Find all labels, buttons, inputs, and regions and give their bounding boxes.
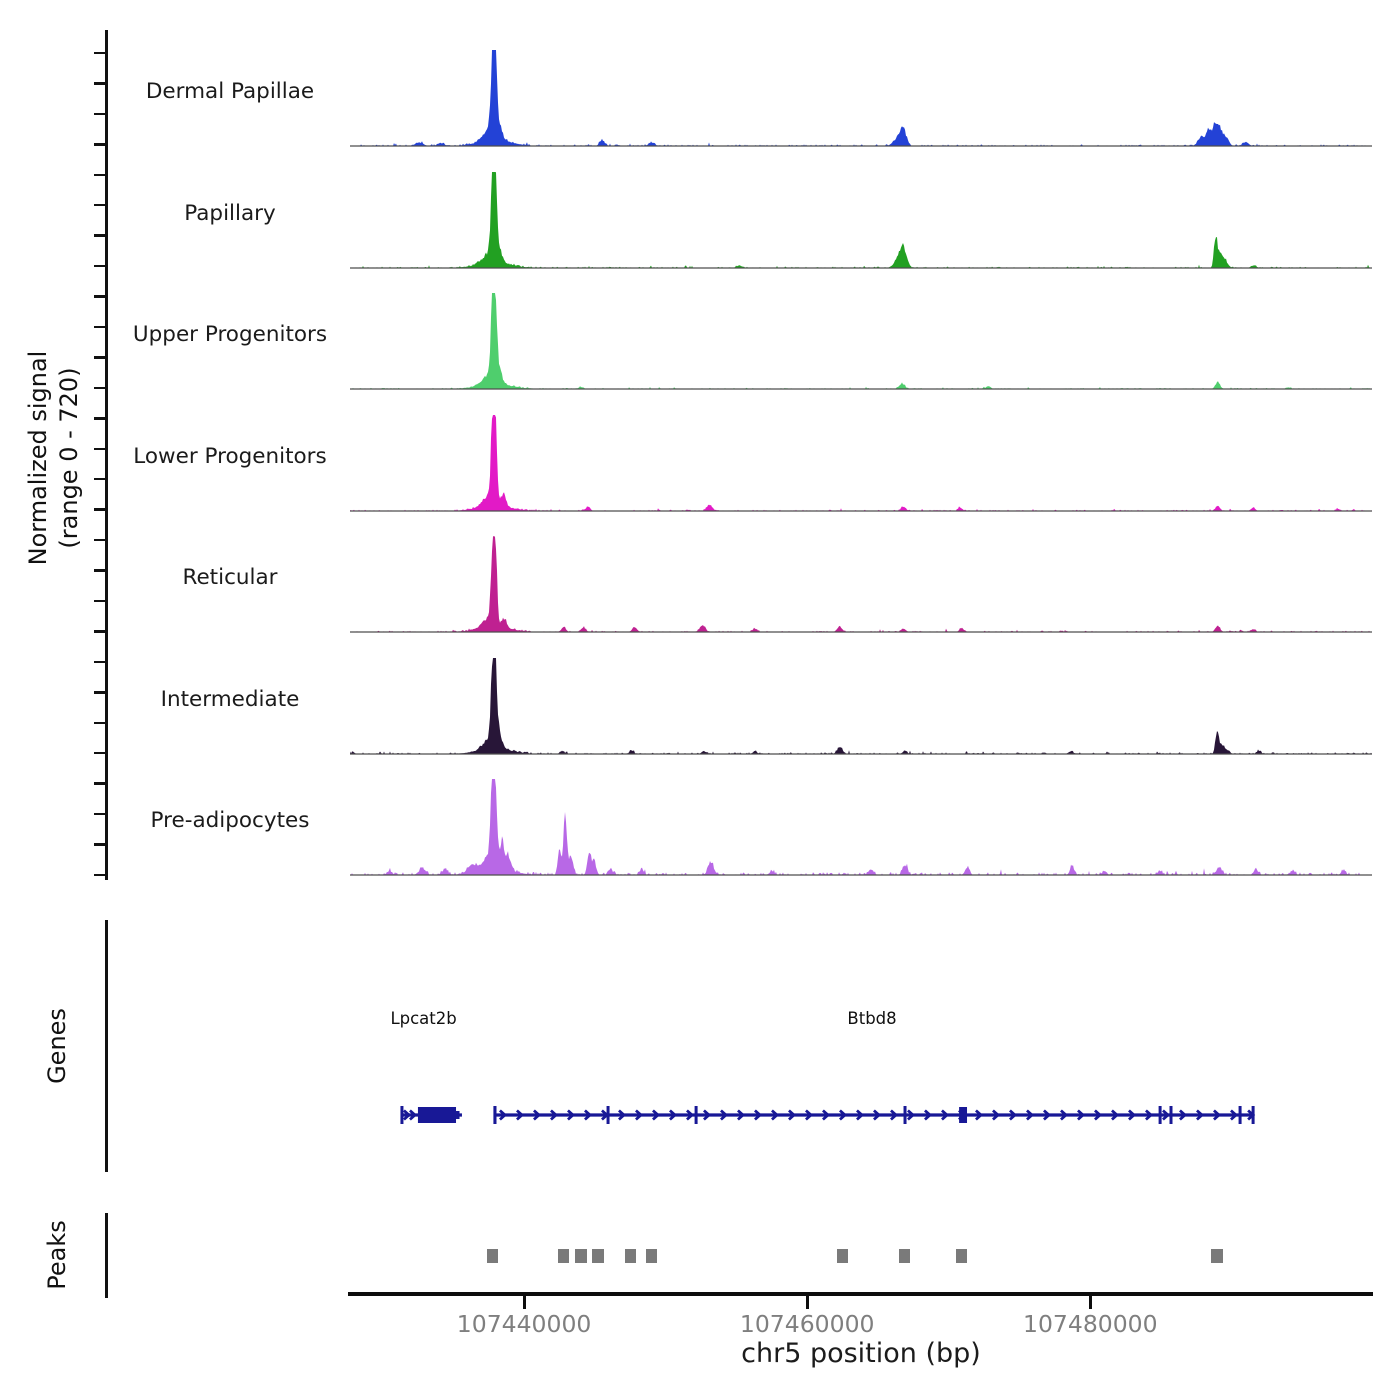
gene-exon-box <box>418 1107 456 1123</box>
gene-name-btbd8: Btbd8 <box>847 1009 897 1028</box>
y-axis-label <box>23 258 85 658</box>
peak-box <box>956 1249 967 1263</box>
y-axis-tick <box>94 874 106 877</box>
signal-area <box>350 658 1372 754</box>
y-axis-tick <box>94 204 106 207</box>
x-axis-tick <box>523 1296 526 1309</box>
y-axis-tick <box>94 174 106 177</box>
track-label-pre-adipocytes: Pre-adipocytes <box>150 808 310 833</box>
signal-area-svg <box>350 292 1372 392</box>
y-axis-tick <box>94 539 106 542</box>
y-axis-tick <box>94 661 106 664</box>
signal-area <box>350 779 1372 875</box>
x-axis-tick <box>806 1296 809 1309</box>
gene-models-svg <box>350 1065 1372 1165</box>
track-label-upper-progenitors: Upper Progenitors <box>132 322 328 347</box>
y-axis-tick <box>94 52 106 55</box>
y-axis-tick <box>94 752 106 755</box>
signal-area <box>350 172 1372 268</box>
y-axis-tick <box>94 234 106 237</box>
gene-exon-nub <box>456 1111 460 1119</box>
y-axis-tick <box>94 691 106 694</box>
y-axis-tick <box>94 326 106 329</box>
y-axis-tick <box>94 356 106 359</box>
peak-box <box>592 1249 603 1263</box>
gene-name-lpcat2b: Lpcat2b <box>390 1009 457 1028</box>
peak-box <box>558 1249 569 1263</box>
x-axis-tick-label: 107460000 <box>739 1310 875 1338</box>
peak-box <box>837 1249 848 1263</box>
x-axis-tick <box>1089 1296 1092 1309</box>
signal-area <box>350 415 1372 511</box>
y-axis-tick <box>94 478 106 481</box>
signal-area-svg <box>350 171 1372 271</box>
signal-area-svg <box>350 414 1372 514</box>
y-axis-tick <box>94 387 106 390</box>
track-label-reticular: Reticular <box>182 565 278 590</box>
peaks-axis-label: Peaks <box>43 1220 71 1290</box>
signal-area <box>350 536 1372 632</box>
y-axis-tick <box>94 143 106 146</box>
y-axis-label-line1: Normalized signal <box>24 350 52 566</box>
genes-axis-label: Genes <box>43 1008 71 1084</box>
track-label-lower-progenitors: Lower Progenitors <box>133 443 327 469</box>
y-axis-tick <box>94 113 106 116</box>
peak-box <box>1211 1249 1222 1263</box>
track-label-dermal-papillae: Dermal Papillae <box>145 79 315 104</box>
x-axis-tick-label: 107440000 <box>456 1310 592 1338</box>
y-axis-label-line2: (range 0 - 720) <box>55 367 83 549</box>
signal-area-svg <box>350 535 1372 635</box>
y-axis-tick <box>94 630 106 633</box>
peak-box <box>625 1249 636 1263</box>
signal-area-svg <box>350 778 1372 878</box>
y-axis-tick <box>94 569 106 572</box>
track-label-papillary: Papillary <box>184 200 276 226</box>
signal-area <box>350 293 1372 389</box>
x-axis-tick-label: 107480000 <box>1023 1310 1158 1338</box>
track-label-intermediate: Intermediate <box>160 686 300 712</box>
signal-area-svg <box>350 49 1372 149</box>
y-axis-tick <box>94 448 106 451</box>
x-axis-line <box>348 1292 1373 1296</box>
peak-box <box>487 1249 498 1263</box>
genes-axis-line <box>105 920 108 1172</box>
gene-exon-box <box>959 1107 967 1123</box>
signal-area-svg <box>350 657 1372 757</box>
peaks-axis-line <box>105 1213 108 1298</box>
y-axis-tick <box>94 265 106 268</box>
x-axis-title: chr5 position (bp) <box>741 1338 981 1369</box>
y-axis-tick <box>94 417 106 420</box>
y-axis-tick <box>94 813 106 816</box>
y-axis-tick <box>94 600 106 603</box>
y-axis-tick <box>94 508 106 511</box>
peak-box <box>646 1249 657 1263</box>
signal-area <box>350 50 1372 146</box>
y-axis-tick <box>94 295 106 298</box>
peak-box <box>575 1249 586 1263</box>
peak-box <box>899 1249 910 1263</box>
y-axis-tick <box>94 782 106 785</box>
y-axis-tick <box>94 722 106 725</box>
y-axis-tick <box>94 843 106 846</box>
y-axis-tick <box>94 82 106 85</box>
